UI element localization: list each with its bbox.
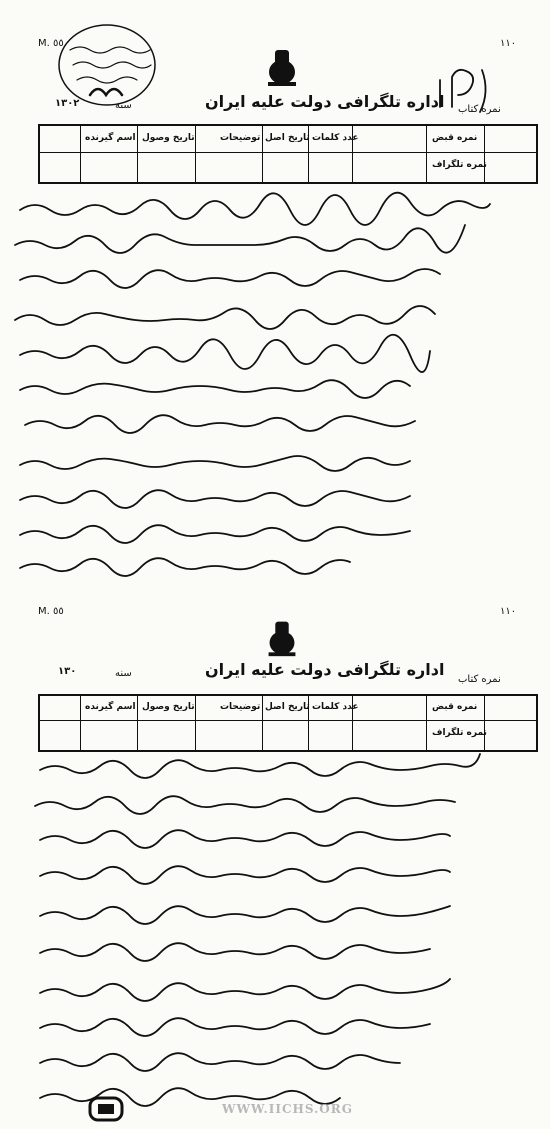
header-recipient: اسم گیرنده — [85, 702, 136, 712]
header-origin-date: تاریخ اصل — [265, 133, 310, 143]
telegram-form-2 — [0, 588, 550, 1129]
handwritten-message-2 — [0, 748, 550, 1129]
header-word-count: عدد کلمات — [312, 702, 359, 712]
header-origin-date: تاریخ اصل — [265, 702, 310, 712]
year-value: ١٣٠٢ — [55, 98, 80, 109]
header-telegraph-no: نمره تلگراف — [432, 160, 487, 170]
header-table — [38, 694, 538, 752]
header-word-count: عدد کلمات — [312, 133, 359, 143]
handwritten-message-1 — [0, 180, 550, 585]
watermark-text: WWW.IICHS.ORG — [222, 1102, 353, 1116]
header-arrival-date: تاریخ وصول — [142, 702, 195, 712]
header-recipient: اسم گیرنده — [85, 133, 136, 143]
header-sender-no: نمره قبض — [432, 133, 478, 143]
office-title: اداره تلگرافی دولت علیه ایران — [205, 660, 445, 679]
seal-stamp-icon — [88, 1096, 124, 1122]
corner-code-right: ١١٠ — [500, 606, 517, 617]
header-notes: توضیحات — [220, 133, 261, 143]
book-number-handwritten — [430, 62, 500, 117]
header-arrival-date: تاریخ وصول — [142, 133, 195, 143]
corner-code-left: M. ٥٥ — [38, 38, 64, 49]
header-telegraph-no: نمره تلگراف — [432, 728, 487, 738]
corner-code-left: M. ٥٥ — [38, 606, 64, 617]
received-stamp — [55, 20, 160, 110]
lion-sun-emblem-icon — [262, 42, 302, 90]
year-label: سنه — [115, 100, 132, 111]
lion-sun-emblem-icon — [262, 614, 302, 660]
office-title: اداره تلگرافی دولت علیه ایران — [205, 92, 445, 111]
header-notes: توضیحات — [220, 702, 261, 712]
year-label: سنه — [115, 668, 132, 679]
header-sender-no: نمره قبض — [432, 702, 478, 712]
year-value: ١٣٠ — [58, 666, 77, 677]
header-table — [38, 124, 538, 184]
corner-code-right: ١١٠ — [500, 38, 517, 49]
book-number-label: نمره کتاب — [458, 104, 501, 115]
book-number-label: نمره کتاب — [458, 674, 501, 685]
